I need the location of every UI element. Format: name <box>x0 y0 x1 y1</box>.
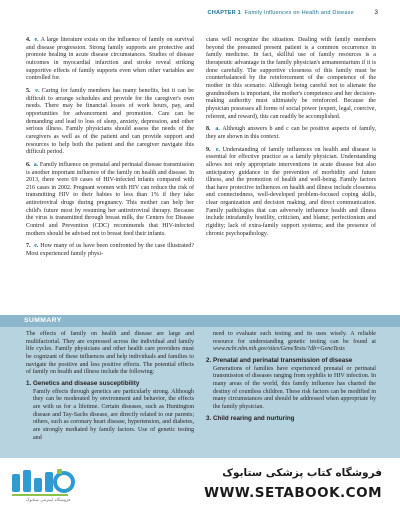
answer-text: A large literature exists on the influence of family on survival and disease progression. Strong family supports are protective and promote healing in acute disease circumstances. Studies of disease outcomes in myocardial infarction and stroke reveal striking supportive effects of family supports even when other variables are controlled for. <box>26 37 194 82</box>
answer-letter: e. <box>34 37 39 43</box>
answer-letter: a. <box>215 126 220 133</box>
page-number: 3 <box>374 9 378 16</box>
summary-item-heading: 3. Child rearing and nurturing <box>206 414 295 422</box>
answer-number: 9. <box>206 146 211 153</box>
answer-text: cians will recognize the situation. Dealing with family members beyond the presumed present patient is a common occurrence in family medicine. In fact, skillful use of family resources is a therapeutic advantage in the family physician's armamentarium if it is done carefully. The supportive closeness of this family must be counterbalanced by the reinforcement of the competence of the mother in this scenario. Although being careful not to alienate the grandmothers is important, the mother's competence and her decision-making authority must ultimately be reinforced. Because the physician possesses all forms of social power (expert, legal, coercive, referent, and reward), this can readily be accomplished. <box>206 37 376 120</box>
store-url-link[interactable]: WWW.SETABOOK.COM <box>204 485 382 501</box>
answer-number: 5. <box>26 87 31 94</box>
answer-letter: e. <box>34 243 39 250</box>
summary-continuation <box>206 331 376 354</box>
summary-intro: The effects of family on health and disease are large and multifactorial. They are expressed across the individual and family life cycles. Family physicians and other health care providers must be cognizant of these influences and help individuals and families to navigate the positive and less positive effects. The potential effects of family on health and illness include the following: <box>26 331 194 376</box>
running-header <box>0 8 400 20</box>
answer-item <box>206 126 376 141</box>
answer-item <box>206 147 376 239</box>
chapter-title: Family Influences on Health and Disease <box>244 10 354 16</box>
answer-letter: e. <box>35 87 40 94</box>
answers-left-column <box>26 37 194 264</box>
answer-letter: e. <box>215 146 221 153</box>
answer-continuation <box>206 37 376 121</box>
genetests-link[interactable]: www.ncbi.nlm.nih.gov/sites/GeneTests/?db=GeneTests <box>213 346 345 353</box>
answer-number: 6. <box>26 161 31 168</box>
store-name: فروشگاه کتاب پزشکی ستابوک <box>222 467 382 479</box>
logo-caption: فروشگاه اینترنتی ستابوک <box>25 497 71 502</box>
answer-text: How many of us have been confronted by the case illustrated? Most experienced family physi- <box>26 243 194 258</box>
answer-letter: a. <box>33 161 39 168</box>
summary-item-text: Generations of families have experienced prenatal or perinatal transmission of diseases ranging from syphilis to HIV infection. In many areas of the world, this family influence has charted the destiny of countless children. These risk factors can be modified in many circumstances and should be addressed when appropriate by the family physician. <box>213 365 376 410</box>
summary-right-column <box>206 331 376 423</box>
answer-item <box>26 243 194 258</box>
answers-right-column <box>206 37 376 243</box>
chapter-label: CHAPTER 1 <box>207 10 241 16</box>
summary-item-heading: 1. Genetics and disease susceptibility <box>26 379 140 387</box>
summary-left-column <box>26 331 194 445</box>
answer-text: Although answers b and c can be positive aspects of family, they are shown in this context. <box>206 126 376 140</box>
summary-title: SUMMARY <box>24 317 62 324</box>
summary-item-heading: 2. Prenatal and perinatal transmission of disease <box>206 356 353 364</box>
answer-item <box>26 162 194 239</box>
answer-number: 4. <box>26 37 31 43</box>
answer-number: 8. <box>206 126 211 133</box>
answer-text: Family influence on prenatal and perinatal disease transmission is another important influence of the family on health and disease. In 2013, there were 69 cases of HIV-infected infants compared with 216 cases in 2002. Pregnant women with HIV can reduce the risk of transmitting HIV to their babies to less than 1% if they take antiretroviral drugs during pregnancy. This mother can help her child's future most by resuming her antiretroviral therapy. Because the virus is transmitted through breast milk, the Centers for Disease Control and Prevention (CDC) recommends that HIV-infected mothers should be advised not to breast feed their infants. <box>26 161 194 237</box>
answer-number: 7. <box>26 243 31 250</box>
summary-continuation-text: need to evaluate such testing and its uses wisely. A reliable resource for understanding genetic testing can be found at <box>213 331 376 345</box>
answer-item <box>26 88 194 157</box>
answer-text: Caring for family members has many benefits, but it can be difficult to arrange schedules and provide for the caregiver's own needs. There may be financial losses of work hours, pay, and opportunities for advancement and promotion. Care can be demanding and lead to loss of sleep, anxiety, depression, and other serious illness. Family physicians should assess the needs of the caregivers as well as of the patient and can provide support and resources to help both the patient and the caregiver navigate this difficult period. <box>26 87 194 156</box>
answer-item <box>26 37 194 83</box>
summary-item-text: Family effects through genetics are particularly strong. Although they can be moderated by environment and behavior, the effects are with us for a lifetime. Certain diseases, such as Huntington disease and Tay-Sachs disease, are directly related to our parents; others, such as coronary heart disease, hypertension, and diabetes, are strongly mediated by family factors. Use of genetic testing and <box>33 388 194 441</box>
answer-text: Understanding of family influences on health and disease is essential for effective practice as a family physician. Understanding allows not only appropriate interventions in acute disease but also anticipatory guidance in the prevention of morbidity and future illness, and the promotion of health and well-being. Family factors that have protective influences on health and illness include closeness and connectedness, well-developed problem-focused coping skills, clear organization and decision making, and direct communication. Family pathologies that can adversely influence health and illness include intrafamily hostility, criticism, and blame; perfectionism and rigidity; lack of extra-family support systems; and the presence of chronic psychopathology. <box>206 146 377 237</box>
chapter-heading <box>207 10 354 16</box>
